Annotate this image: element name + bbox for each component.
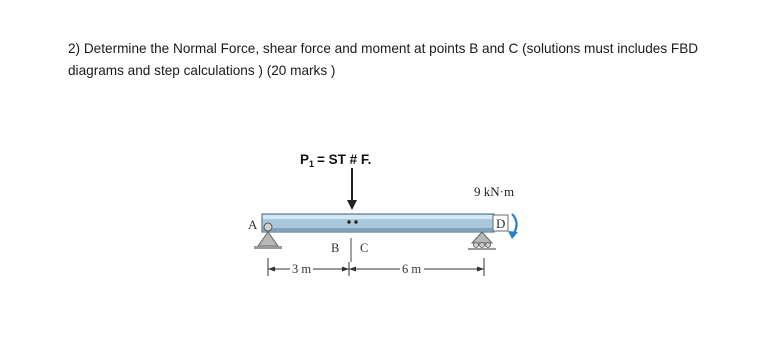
question-line-1: 2) Determine the Normal Force, shear force and moment at points B and C (solutions must includes FBD	[68, 41, 699, 56]
load-label-suffix: = ST # F.	[317, 152, 372, 167]
section-mark-b	[347, 220, 350, 223]
point-a-label: A	[248, 217, 258, 232]
moment-label: 9 kN·m	[474, 184, 515, 199]
point-c-label: C	[360, 241, 369, 255]
point-d-label: D	[496, 216, 506, 231]
load-label-subscript: 1	[309, 159, 315, 169]
point-b-label: B	[331, 241, 340, 255]
beam	[262, 214, 494, 232]
downward-arrow-icon	[347, 168, 357, 210]
roller-support-icon	[468, 232, 496, 250]
section-mark-c	[354, 220, 357, 223]
dimension-right-label: 6 m	[402, 262, 422, 276]
curved-moment-arrow-icon	[508, 214, 518, 239]
load-label-prefix: P	[300, 152, 310, 167]
dimension-left-label: 3 m	[292, 262, 312, 276]
question-line-2: diagrams and step calculations ) (20 marks )	[68, 63, 336, 78]
load-label	[300, 152, 371, 169]
